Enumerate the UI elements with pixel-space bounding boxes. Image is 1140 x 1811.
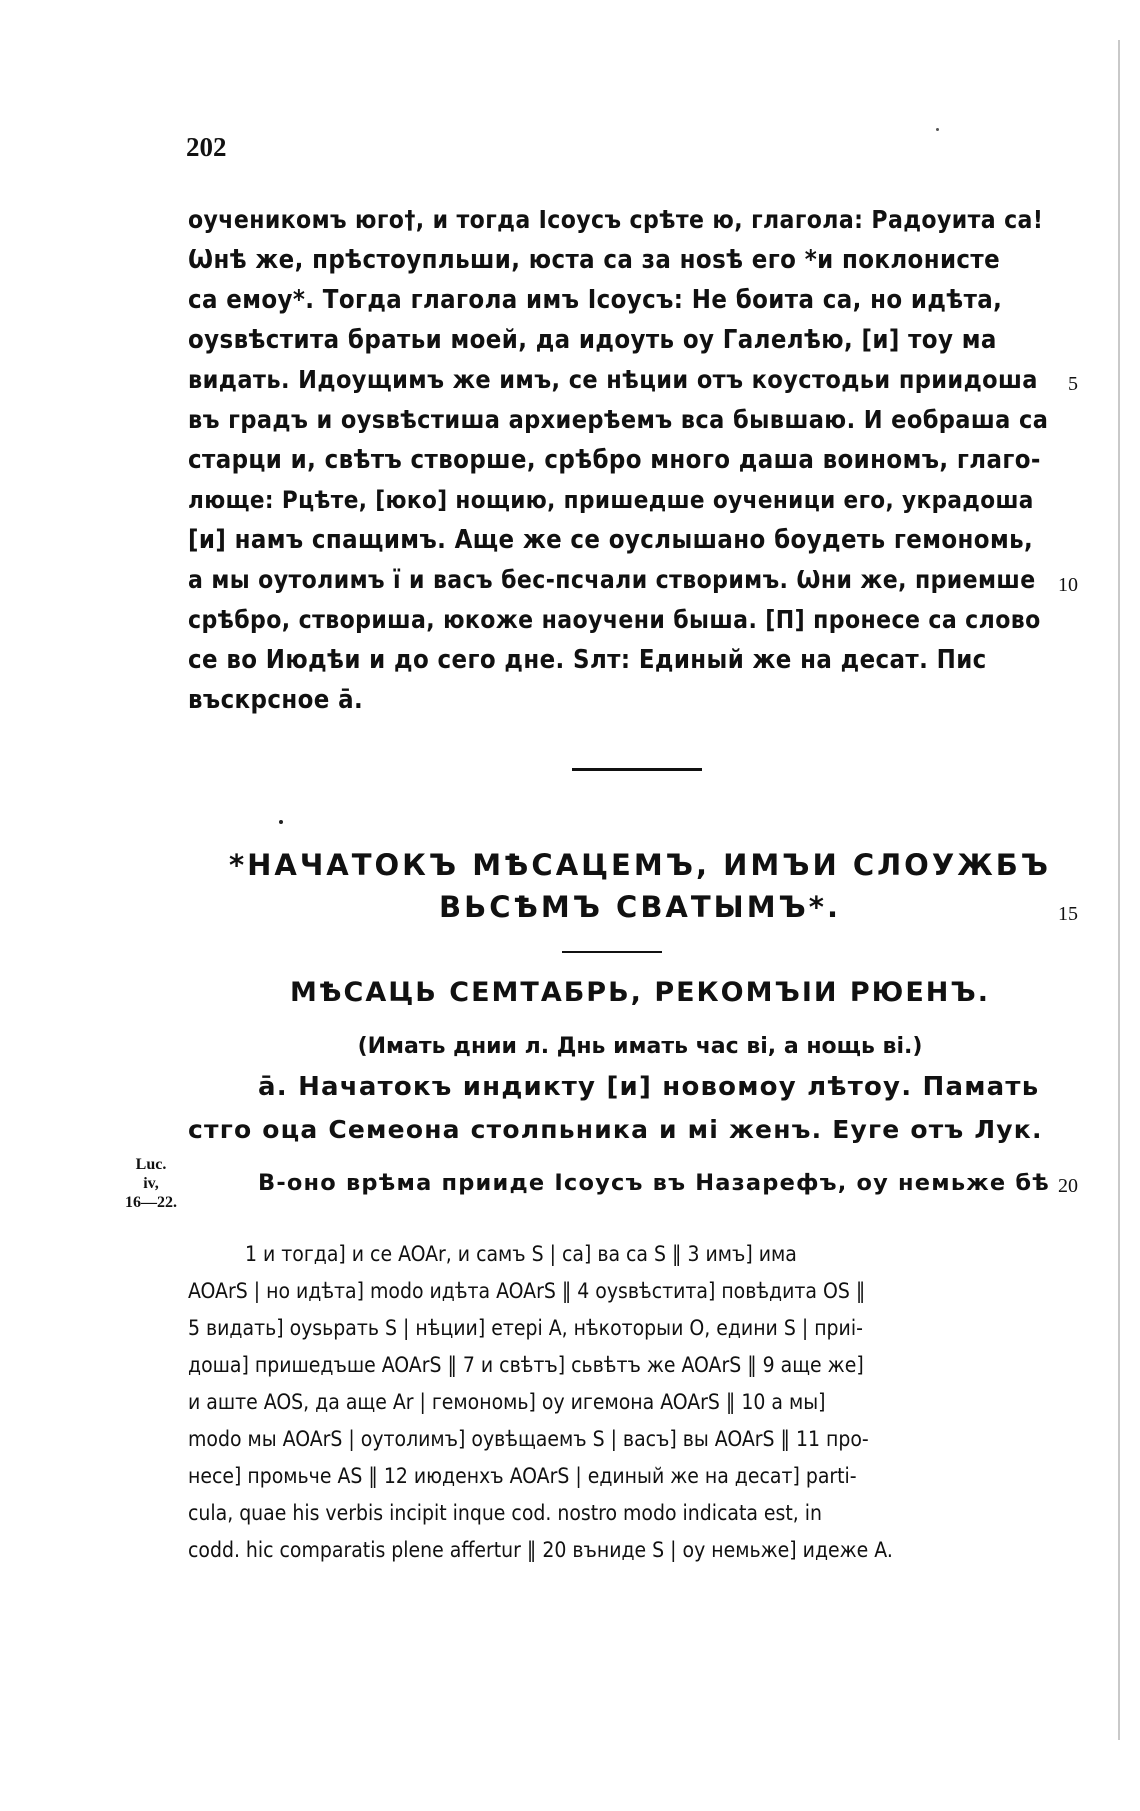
month-divider (562, 951, 662, 953)
text-line: са емоу*. Тогда глагола имъ Ісоусъ: Не боита са, но идѣта, (188, 285, 1003, 315)
section-title-line2: ВЬСѢМЪ СВАТЫМЪ*. (438, 890, 841, 924)
speck-mark (279, 820, 283, 824)
text-line: срѣбро, створиша, юкоже наоучени быша. [П] пронесе са слово (188, 605, 1041, 634)
text-line: Ѡнѣ же, прѣстоупльши, юста са за ноѕѣ его *и поклонисте (188, 245, 1001, 275)
text-line: люще: Рцѣте, [юко] нощию, пришедше оученици его, украдоша (188, 486, 1034, 514)
apparatus-line: 5 видать] оуѕьрать S | нѣции] етері A, нѣкоторыи O, едини S | приі- (188, 1316, 863, 1340)
text-line: въ градъ и оуѕвѣстиша архиерѣемъ вса бывшаю. И еобраша са (188, 405, 1049, 434)
section-divider (572, 768, 702, 771)
margin-reference-book: Luc. (135, 1156, 167, 1173)
text-line: а мы оутолимъ ї и васъ бес-псчали створимъ. Ѡни же, приемше (188, 565, 1036, 594)
line-number-20: 20 (1058, 1175, 1078, 1197)
text-line: се во Июдѣи и до сего дне. Ѕлт: Единый же на десат. Пис (188, 645, 987, 675)
section-title-line1: *НАЧАТОКЪ МѢСАЦЕМЪ, ИМЪИ СЛОУЖБЪ (228, 848, 1052, 882)
line-number-10: 10 (1058, 574, 1078, 596)
apparatus-line: AOArS | но идѣта] modo идѣта AOArS ‖ 4 оуѕвѣстита] повѣдита OS ‖ (188, 1279, 866, 1303)
apparatus-line: cula, quae his verbis incipit inque cod. nostro modo indicata est, in (188, 1501, 823, 1525)
apparatus-line: 1 и тогда] и се AOAr, и самъ S | са] ва са S ‖ 3 имъ] има (245, 1242, 797, 1266)
text-line: въскрсное ā. (188, 685, 364, 715)
entry-line: стго оца Семеона столпьника и мі женъ. Еуге отъ Лук. (188, 1115, 1043, 1144)
text-line: старци и, свѣтъ створше, срѣбро много даша воиномъ, глаго- (188, 445, 1041, 475)
speck-mark (936, 128, 939, 131)
apparatus-line: несе] промьче AS ‖ 12 июденхъ AOArS | единый же на десат] parti- (188, 1464, 857, 1488)
page-number: 202 (186, 132, 227, 162)
line-number-15: 15 (1058, 903, 1078, 925)
apparatus-line: modo мы AOArS | оутолимъ] оувѣщаемъ S | васъ] вы AOArS ‖ 11 про- (188, 1427, 869, 1451)
text-line: [и] намъ спащимъ. Аще же се оуслышано боудеть гемономь, (188, 525, 1034, 555)
apparatus-line: и аште AOS, да аще Ar | гемономь] оу игемона AOArS ‖ 10 а мы] (188, 1390, 826, 1414)
line-number-5: 5 (1068, 373, 1078, 395)
entry-line: В-оно врѣма приидe Ісоусъ въ Назарефъ, оу немьже бѣ (258, 1170, 1051, 1196)
margin-reference-verses: 16—22. (125, 1194, 177, 1211)
apparatus-line: codd. hic comparatis plene affertur ‖ 20 вънидe S | оу немьже] идеже A. (188, 1538, 893, 1562)
apparatus-line: доша] пришедъше AOArS ‖ 7 и свѣтъ] сьвѣтъ же AOArS ‖ 9 аще же] (188, 1353, 864, 1377)
entry-line: ā. Начатокъ индикту [и] новомоу лѣтоу. Памать (258, 1072, 1040, 1102)
text-line: оуѕвѣстита братьи моей, да идоуть оу Галелѣю, [и] тоу ма (188, 325, 997, 355)
margin-reference (116, 1155, 186, 1212)
margin-reference-chapter: iv, (143, 1175, 159, 1192)
text-line: видать. Идоущимъ же имъ, се нѣции отъ коустодьи приидоша (188, 365, 1038, 394)
month-title: МѢСАЦЬ СЕМТАБРЬ, РЕКОМЪІИ РЮЕНЪ. (289, 977, 991, 1008)
month-subtitle: (Имать днии л. Днь имать час ві, а нощь ві.) (357, 1034, 923, 1059)
text-line: оученикомъ юго†, и тогда Ісоусъ срѣте ю, глагола: Радоуита са! (188, 205, 1044, 234)
